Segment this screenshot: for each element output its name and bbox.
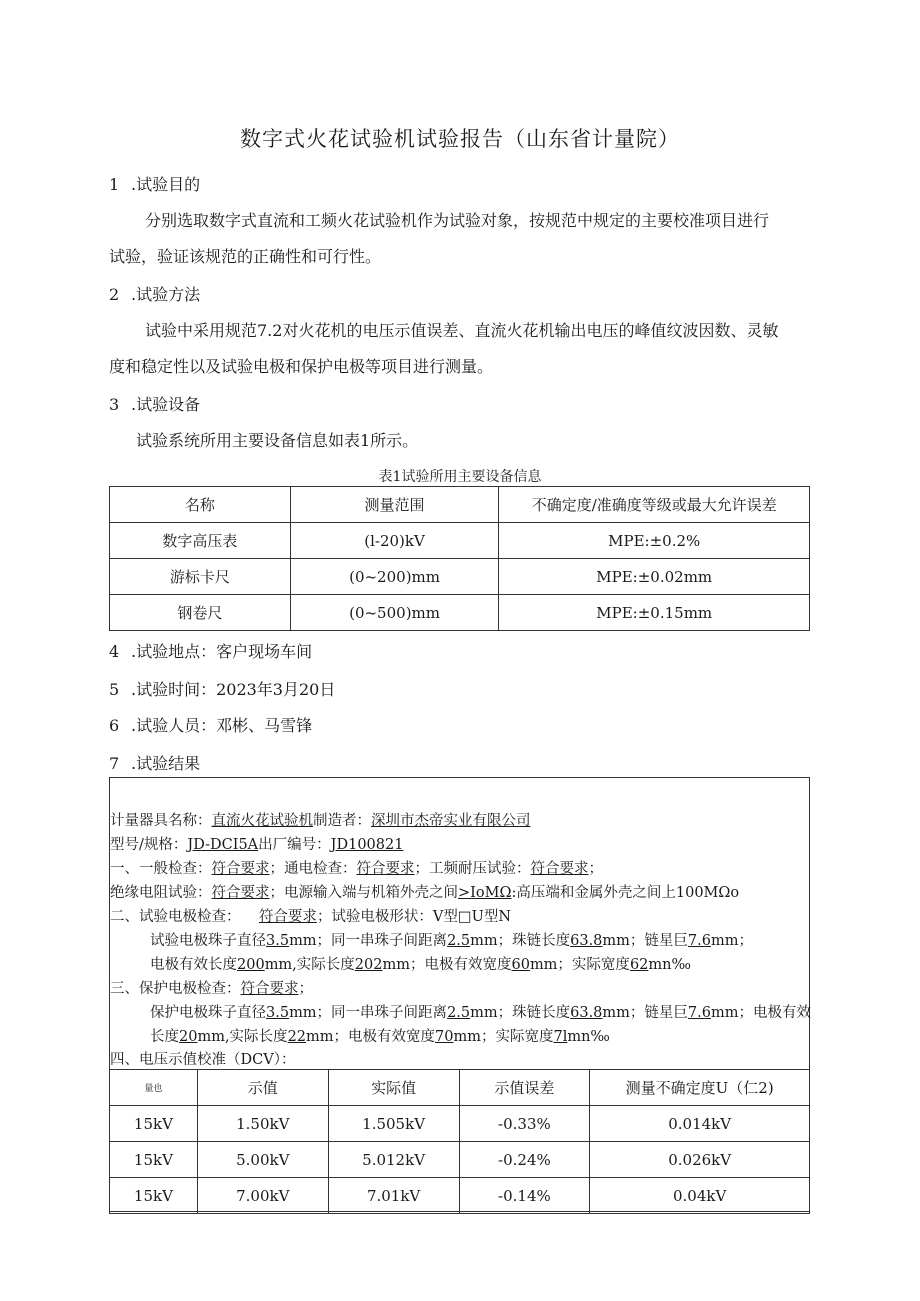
table-row [110,1142,810,1178]
purpose-line-2: 试验，验证该规范的正确性和可行性。 [109,247,382,266]
table-cell: 钢卷尺 [110,595,291,631]
table-cell: 7.00kV [197,1178,328,1214]
table-cell: (0~200)mm [290,559,499,595]
table-row [110,559,810,595]
voltage-calibration-heading: 四、电压示值校准（DCV）： [110,1052,296,1068]
table-cell: 1.505kV [328,1106,459,1142]
method-line-1: 试验中采用规范7.2对火花机的电压示值误差、直流火花机输出电压的峰值纹波因数、灵敏 [145,321,779,340]
section-5-heading: 5 .试验时间：2023年3月20日 [109,680,336,699]
table-cell: MPE:±0.02mm [499,559,810,595]
table-row [110,1178,810,1214]
section-2-heading: 2 .试验方法 [109,285,201,304]
table-cell: 15kV [110,1178,198,1214]
section-3-heading: 3 .试验设备 [109,395,201,414]
page-title: 数字式火花试验机试验报告（山东省计量院） [240,127,680,151]
table-header-cell: 测量不确定度U（仁2) [590,1070,810,1106]
table-cell: (0~500)mm [290,595,499,631]
table-cell: 数字高压表 [110,523,291,559]
table-cell: 0.026kV [590,1142,810,1178]
table-row [110,523,810,559]
table-cell: MPE:±0.2% [499,523,810,559]
table1-caption: 表1试验所用主要设备信息 [378,469,542,485]
table-header-cell: 示值 [197,1070,328,1106]
instrument-name-line: 计量器具名称：直流火花试验机制造者：深圳市杰帝实业有限公司 [110,813,531,829]
test-electrode-beads-line: 试验电极珠子直径3.5mm；同一串珠子间距离2.5mm；珠链长度63.8mm；链星巨7.6mm； [150,933,753,949]
table-cell: 7.01kV [328,1178,459,1214]
table-header-row [110,1070,810,1106]
table-header-cell: 测量范围 [290,487,499,523]
protective-electrode-beads-line: 保护电极珠子直径3.5mm；同一串珠子间距离2.5mm；珠链长度63.8mm；链星巨7.6mm；电极有效 [150,1005,811,1021]
section-6-heading: 6 .试验人员：邓彬、马雪锋 [109,716,313,735]
protective-electrode-size-line: 长度20mm,实际长度22mm；电极有效宽度70mm；实际宽度7lmn‰ [150,1029,610,1045]
insulation-line: 绝缘电阻试验：符合要求；电源输入端与机箱外壳之间>IoMΩ:高压端和金属外壳之间上100MΩo [110,885,740,901]
table-cell: 5.012kV [328,1142,459,1178]
table-cell: -0.24% [459,1142,590,1178]
table-cell: (l-20)kV [290,523,499,559]
table-cell: 5.00kV [197,1142,328,1178]
table-header-row [110,487,810,523]
table-header-cell: 不确定度/准确度等级或最大允许误差 [499,487,810,523]
table-cell: 0.014kV [590,1106,810,1142]
table-cell: 0.04kV [590,1178,810,1214]
table-cell: 15kV [110,1106,198,1142]
protective-electrode-check-line: 三、保护电极检查：符合要求； [110,981,313,997]
section-1-heading: 1 .试验目的 [109,175,201,194]
model-line: 型号/规格：JD-DCI5A出厂编号：JD100821 [110,837,404,853]
voltage-calibration-table [109,1069,810,1214]
table-cell: -0.14% [459,1178,590,1214]
table-row [110,595,810,631]
general-check-line: 一、一般检查：符合要求；通电检查：符合要求；工频耐压试验：符合要求； [110,861,603,877]
equipment-intro: 试验系统所用主要设备信息如表1所示。 [136,431,419,450]
test-electrode-size-line: 电极有效长度200mm,实际长度202mm；电极有效宽度60mm；实际宽度62mn‰ [150,957,691,973]
table-header-cell: 名称 [110,487,291,523]
table-header-cell: 示值误差 [459,1070,590,1106]
section-7-heading: 7 .试验结果 [109,754,201,773]
table-cell: 1.50kV [197,1106,328,1142]
table-cell: MPE:±0.15mm [499,595,810,631]
section-4-heading: 4 .试验地点：客户现场车间 [109,642,313,661]
table-row [110,1106,810,1142]
table-cell: 游标卡尺 [110,559,291,595]
test-electrode-check-line: 二、试验电极检查： 符合要求；试验电极形状：V型□U型N [110,909,512,925]
method-line-2: 度和稳定性以及试验电极和保护电极等项目进行测量。 [109,357,494,376]
table-header-cell: 量也 [110,1070,198,1106]
table-header-cell: 实际值 [328,1070,459,1106]
equipment-table [109,486,810,631]
purpose-line-1: 分别选取数字式直流和工频火花试验机作为试验对象，按规范中规定的主要校准项目进行 [145,211,770,230]
table-cell: -0.33% [459,1106,590,1142]
table-cell: 15kV [110,1142,198,1178]
